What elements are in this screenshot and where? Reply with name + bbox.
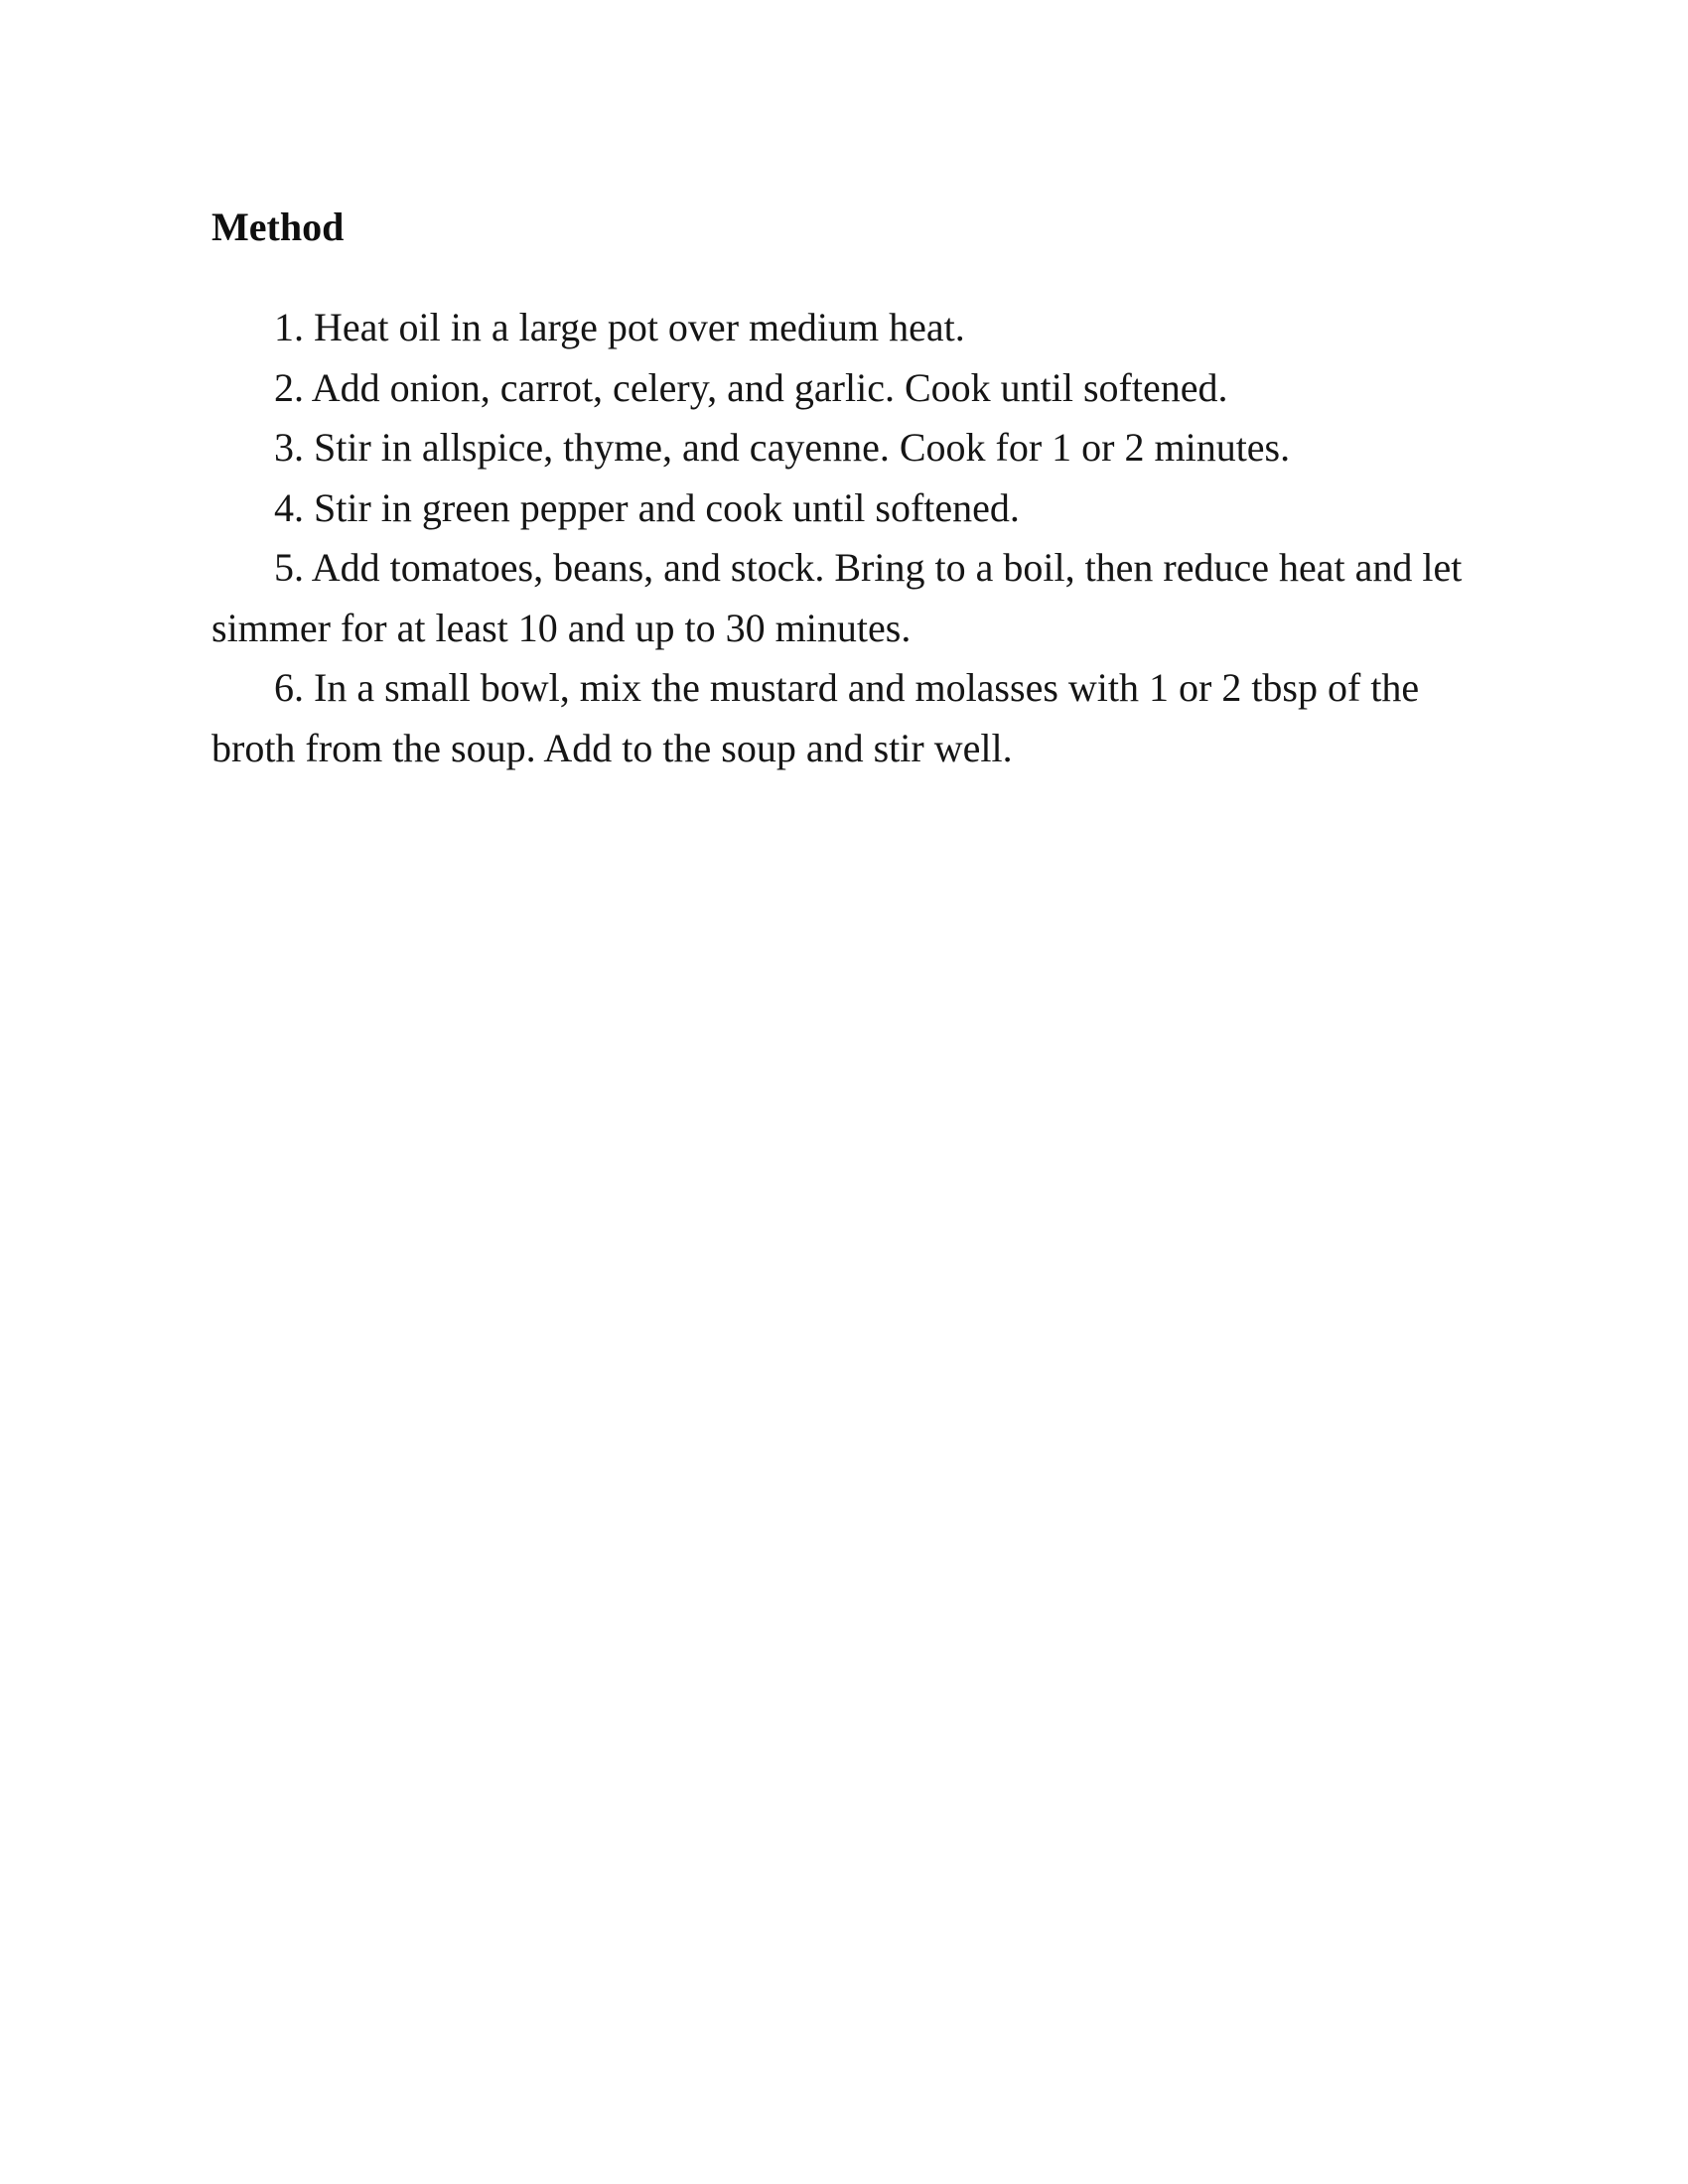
step-number: 5. — [274, 545, 304, 590]
method-step — [211, 298, 1482, 358]
step-number: 4. — [274, 484, 304, 530]
step-number: 3. — [274, 425, 304, 470]
method-step — [211, 538, 1482, 658]
step-number: 2. — [274, 364, 304, 410]
step-text: Stir in green pepper and cook until softened. — [314, 484, 1020, 530]
step-text: Heat oil in a large pot over medium heat. — [314, 305, 965, 349]
step-text: Add onion, carrot, celery, and garlic. Cook until softened. — [311, 364, 1228, 410]
step-text: Add tomatoes, beans, and stock. Bring to a boil, then reduce heat and let simmer for at least 10 and up to 30 minutes. — [211, 545, 1463, 650]
method-section — [211, 199, 1482, 778]
method-steps-list — [211, 298, 1482, 778]
step-text: Stir in allspice, thyme, and cayenne. Cook for 1 or 2 minutes. — [314, 425, 1291, 470]
step-text: In a small bowl, mix the mustard and molasses with 1 or 2 tbsp of the broth from the soup. Add to the soup and stir well. — [211, 665, 1420, 770]
step-number: 6. — [274, 665, 304, 710]
method-step — [211, 478, 1482, 539]
step-number: 1. — [274, 305, 304, 349]
method-step — [211, 358, 1482, 419]
section-heading: Method — [211, 205, 345, 249]
method-step — [211, 658, 1482, 778]
method-step — [211, 418, 1482, 478]
